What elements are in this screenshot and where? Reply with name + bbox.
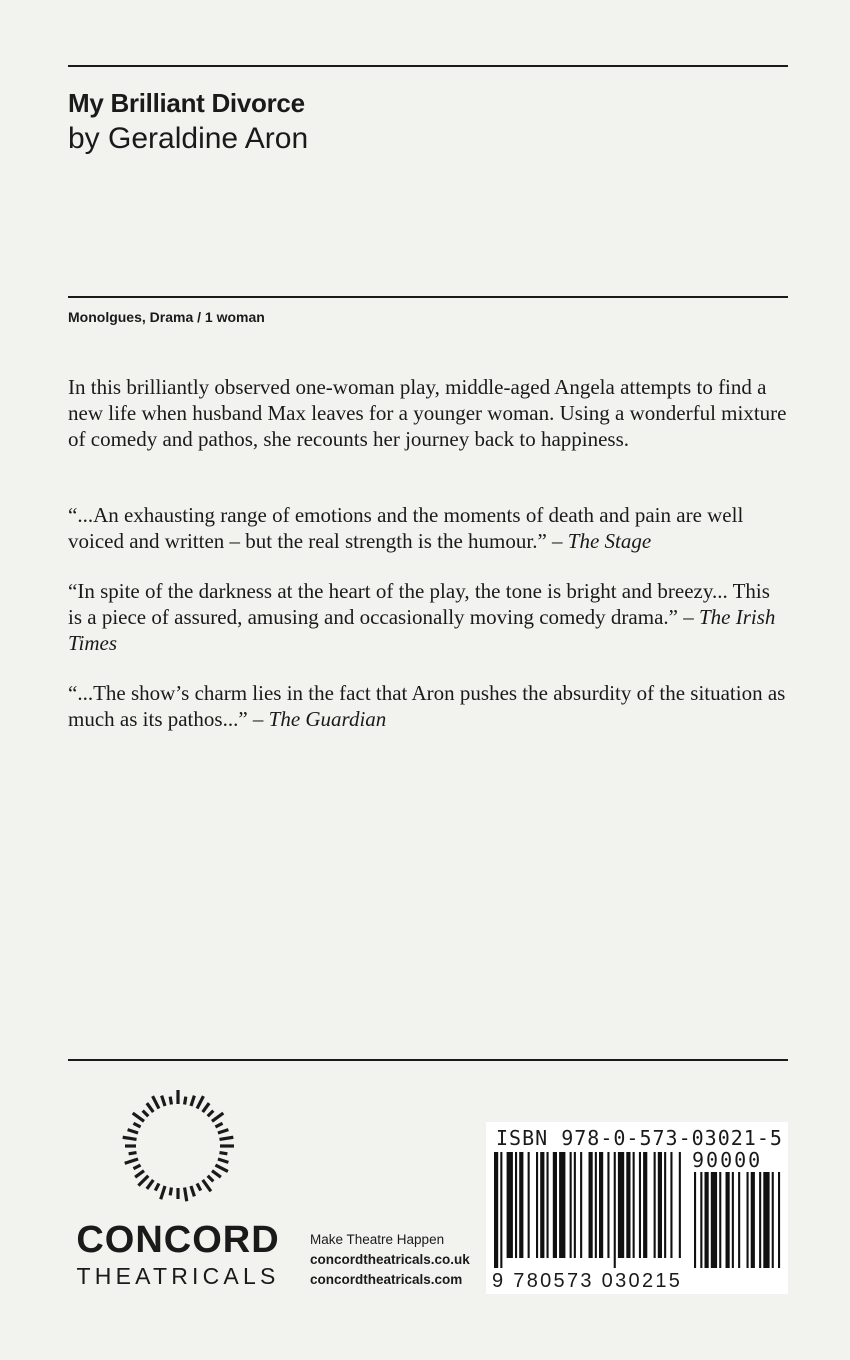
ring-dash (135, 1171, 144, 1177)
category-rule (68, 296, 788, 298)
review-quote (68, 578, 788, 656)
barcode-bar (553, 1152, 557, 1258)
ring-dash (123, 1137, 137, 1139)
ring-dash (203, 1180, 211, 1191)
ring-dash (161, 1186, 165, 1199)
barcode-bar (633, 1152, 635, 1258)
barcode-bar (580, 1152, 582, 1258)
review-quote (68, 680, 788, 732)
barcode-bar (711, 1172, 717, 1268)
ring-dash (170, 1097, 171, 1105)
barcode-bar (589, 1152, 593, 1258)
review-text: “In spite of the darkness at the heart of the play, the tone is bright and breezy... This is a piece of assured, amusing and occasionally moving comedy drama.” – (68, 579, 770, 629)
barcode-bar (664, 1152, 666, 1258)
ring-dash (218, 1130, 228, 1133)
barcode-bar (626, 1152, 630, 1258)
concord-ring-icon (120, 1088, 236, 1204)
ring-dash (129, 1153, 137, 1154)
ring-dash (219, 1137, 233, 1139)
barcode-bar (494, 1152, 498, 1268)
barcode-bar (618, 1152, 624, 1258)
barcode-bar (751, 1172, 755, 1268)
ring-dash (219, 1153, 227, 1154)
barcode-bar (700, 1172, 702, 1268)
top-rule (68, 65, 788, 67)
ring-dash (197, 1183, 201, 1190)
barcode-bar (719, 1172, 721, 1268)
barcode-bar (747, 1172, 749, 1268)
barcode-bar (670, 1152, 672, 1258)
ring-dash (155, 1183, 159, 1190)
barcode-bar (726, 1172, 730, 1268)
barcode-bar (528, 1152, 530, 1258)
barcode-bar (574, 1152, 576, 1258)
ring-dash (125, 1159, 138, 1163)
barcode-bar (679, 1152, 681, 1258)
publisher-url-com[interactable]: concordtheatricals.com (310, 1272, 463, 1287)
ring-dash (185, 1097, 186, 1105)
barcode-bar (643, 1152, 647, 1258)
blurb-paragraph (68, 374, 788, 452)
barcode-bar (519, 1152, 523, 1258)
ring-dash (133, 1123, 140, 1127)
publisher-name: CONCORD (76, 1219, 280, 1261)
publisher-contact (310, 1230, 470, 1290)
barcode-bar (732, 1172, 734, 1268)
barcode-bar (570, 1152, 572, 1258)
review-quote (68, 502, 788, 554)
review-text: “...An exhausting range of emotions and the moments of death and pain are well voiced and written – but the real strength is the humour.” – (68, 503, 744, 553)
barcode-bar (694, 1172, 696, 1268)
barcode-bar (595, 1152, 597, 1258)
ring-dash (138, 1176, 148, 1186)
publisher-tagline: Make Theatre Happen (310, 1232, 445, 1247)
barcode-bar (654, 1152, 656, 1258)
barcode-bar (547, 1152, 549, 1258)
barcode-bar (778, 1172, 780, 1268)
ring-dash (128, 1130, 138, 1133)
barcode-bars (494, 1152, 784, 1270)
ring-dash (143, 1111, 149, 1117)
barcode-bar (515, 1152, 517, 1258)
ring-dash (153, 1096, 159, 1108)
barcode-bar (540, 1152, 544, 1258)
review-source: The Guardian (268, 707, 387, 731)
ring-dash (147, 1103, 153, 1112)
ring-dash (212, 1113, 223, 1121)
publisher-subname: THEATRICALS (76, 1263, 280, 1289)
barcode-bar (658, 1152, 662, 1258)
ring-dash (191, 1096, 194, 1106)
ring-dash (203, 1103, 209, 1112)
category-label: Monolgues, Drama / 1 woman (68, 309, 265, 325)
ring-dash (208, 1111, 214, 1117)
barcode-bar (536, 1152, 538, 1258)
barcode-bar (599, 1152, 603, 1258)
ring-dash (215, 1123, 222, 1127)
barcode-bar (738, 1172, 740, 1268)
ring-dash (197, 1096, 203, 1108)
ring-dash (133, 1165, 140, 1169)
ring-dash (208, 1176, 214, 1182)
ring-dash (212, 1171, 221, 1177)
review-source: The Irish Times (68, 605, 776, 655)
isbn-number: ISBN 978-0-573-03021-5 (496, 1126, 783, 1150)
price-code: 90000 (692, 1148, 763, 1172)
barcode-bar (507, 1152, 513, 1258)
ring-dash (218, 1159, 228, 1162)
book-author: by Geraldine Aron (68, 122, 309, 155)
book-title: My Brilliant Divorce (68, 88, 305, 118)
ring-dash (170, 1187, 171, 1195)
review-source: The Stage (567, 529, 652, 553)
footer-rule (68, 1059, 788, 1061)
barcode-bar (759, 1172, 761, 1268)
review-text: “...The show’s charm lies in the fact that Aron pushes the absurdity of the situation as much as its pathos...” – (68, 681, 786, 731)
barcode-bar (559, 1152, 565, 1258)
ring-dash (185, 1187, 187, 1201)
barcode-bar (639, 1152, 641, 1258)
ring-dash (191, 1186, 194, 1196)
ring-dash (215, 1165, 227, 1171)
barcode-bar (705, 1172, 709, 1268)
ring-dash (162, 1096, 165, 1106)
publisher-url-uk[interactable]: concordtheatricals.co.uk (310, 1252, 470, 1267)
barcode-bar (614, 1152, 616, 1268)
ring-dash (133, 1113, 144, 1121)
barcode-bar (763, 1172, 769, 1268)
isbn-barcode (486, 1122, 788, 1294)
barcode-digits: 9 780573 030215 (492, 1270, 683, 1292)
blurb-text: In this brilliantly observed one-woman play, middle-aged Angela attempts to find a new life when husband Max leaves for a younger woman. Using a wonderful mixture of comedy and pathos, she recounts her journey back to happiness. (68, 375, 787, 451)
barcode-bar (772, 1172, 774, 1268)
ring-dash (147, 1180, 153, 1189)
barcode-bar (500, 1152, 502, 1268)
barcode-bar (607, 1152, 609, 1258)
